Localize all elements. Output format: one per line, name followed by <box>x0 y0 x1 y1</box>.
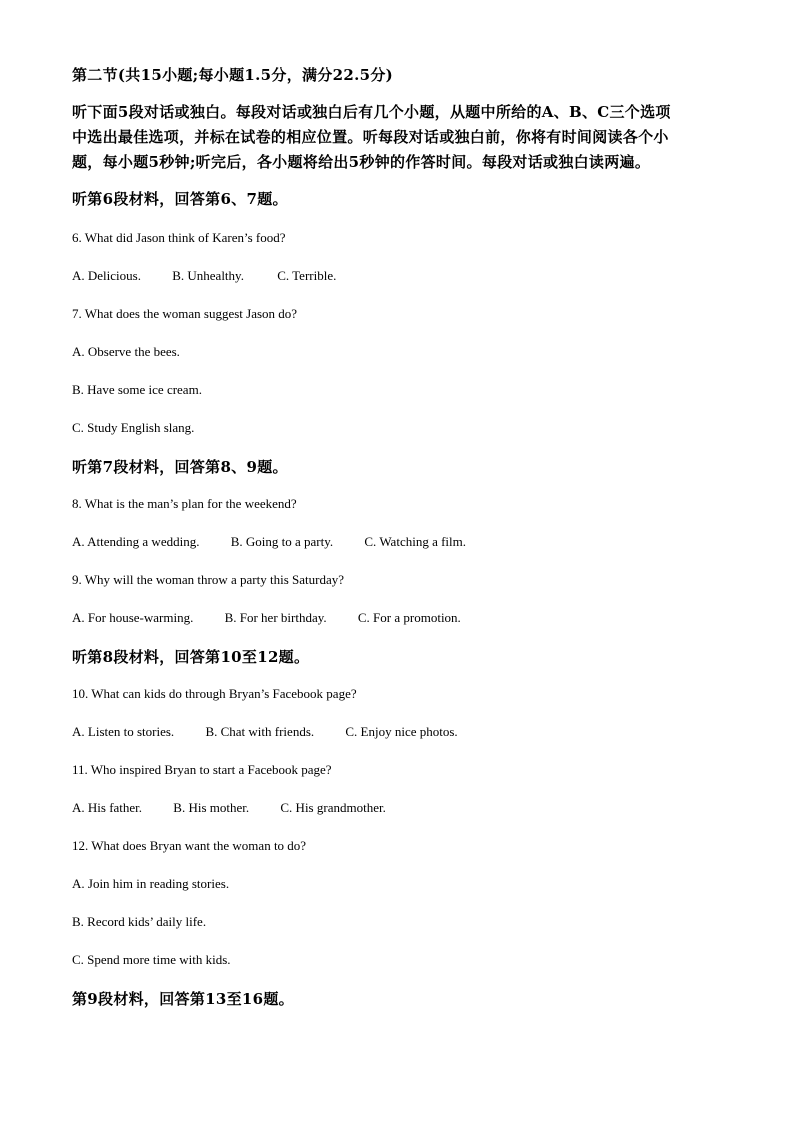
question-11-option-c: C. His grandmother. <box>280 800 386 815</box>
material-header-9: 第9段材料，回答第13至16题。 <box>72 990 294 1008</box>
material-header-7: 听第7段材料，回答第8、9题。 <box>72 458 288 476</box>
question-8-options <box>72 534 466 550</box>
question-9-option-c: C. For a promotion. <box>357 610 461 625</box>
question-11-option-a: A. His father. <box>72 800 143 815</box>
question-11-stem: 11. Who inspired Bryan to start a Facebook page? <box>72 762 332 777</box>
question-6-option-a: A. Delicious. <box>72 268 141 283</box>
question-8-option-c: C. Watching a film. <box>364 534 467 549</box>
question-9-stem: 9. Why will the woman throw a party this Saturday? <box>72 572 344 587</box>
question-7-option-c: C. Study English slang. <box>72 420 195 435</box>
question-8-stem: 8. What is the man’s plan for the weekend? <box>72 496 297 511</box>
question-12-option-b: B. Record kids’ daily life. <box>72 914 207 929</box>
instruction-line-3: 题，每小题5秒钟;听完后，各小题将给出5秒钟的作答时间。每段对话或独白读两遍。 <box>72 153 651 171</box>
instruction-line-1: 听下面5段对话或独白。每段对话或独白后有几个小题，从题中所给的A、B、C三个选项 <box>72 103 671 121</box>
question-11-options <box>72 800 386 816</box>
question-10-option-b: B. Chat with friends. <box>205 724 315 739</box>
question-7-stem: 7. What does the woman suggest Jason do? <box>72 306 298 321</box>
question-10-options <box>72 724 458 740</box>
question-12-option-a: A. Join him in reading stories. <box>72 876 230 891</box>
question-12-option-c: C. Spend more time with kids. <box>72 952 231 967</box>
question-6-option-c: C. Terrible. <box>277 268 337 283</box>
section-title: 第二节(共15小题;每小题1.5分，满分22.5分) <box>72 66 394 84</box>
question-8-option-b: B. Going to a party. <box>230 534 334 549</box>
question-7-option-b: B. Have some ice cream. <box>72 382 202 397</box>
question-10-option-c: C. Enjoy nice photos. <box>345 724 458 739</box>
material-header-6: 听第6段材料，回答第6、7题。 <box>72 190 288 208</box>
question-12-stem: 12. What does Bryan want the woman to do? <box>72 838 307 853</box>
question-6-option-b: B. Unhealthy. <box>172 268 244 283</box>
question-11-option-b: B. His mother. <box>173 800 250 815</box>
question-9-option-b: B. For her birthday. <box>224 610 327 625</box>
question-8-option-a: A. Attending a wedding. <box>72 534 200 549</box>
question-6-options <box>72 268 336 284</box>
question-9-options <box>72 610 461 626</box>
question-10-stem: 10. What can kids do through Bryan’s Facebook page? <box>72 686 357 701</box>
question-10-option-a: A. Listen to stories. <box>72 724 175 739</box>
question-9-option-a: A. For house-warming. <box>72 610 194 625</box>
instruction-line-2: 中选出最佳选项，并标在试卷的相应位置。听每段对话或独白前，你将有时间阅读各个小 <box>72 128 669 146</box>
question-7-option-a: A. Observe the bees. <box>72 344 180 359</box>
material-header-8: 听第8段材料，回答第10至12题。 <box>72 648 310 666</box>
question-6-stem: 6. What did Jason think of Karen’s food? <box>72 230 286 245</box>
